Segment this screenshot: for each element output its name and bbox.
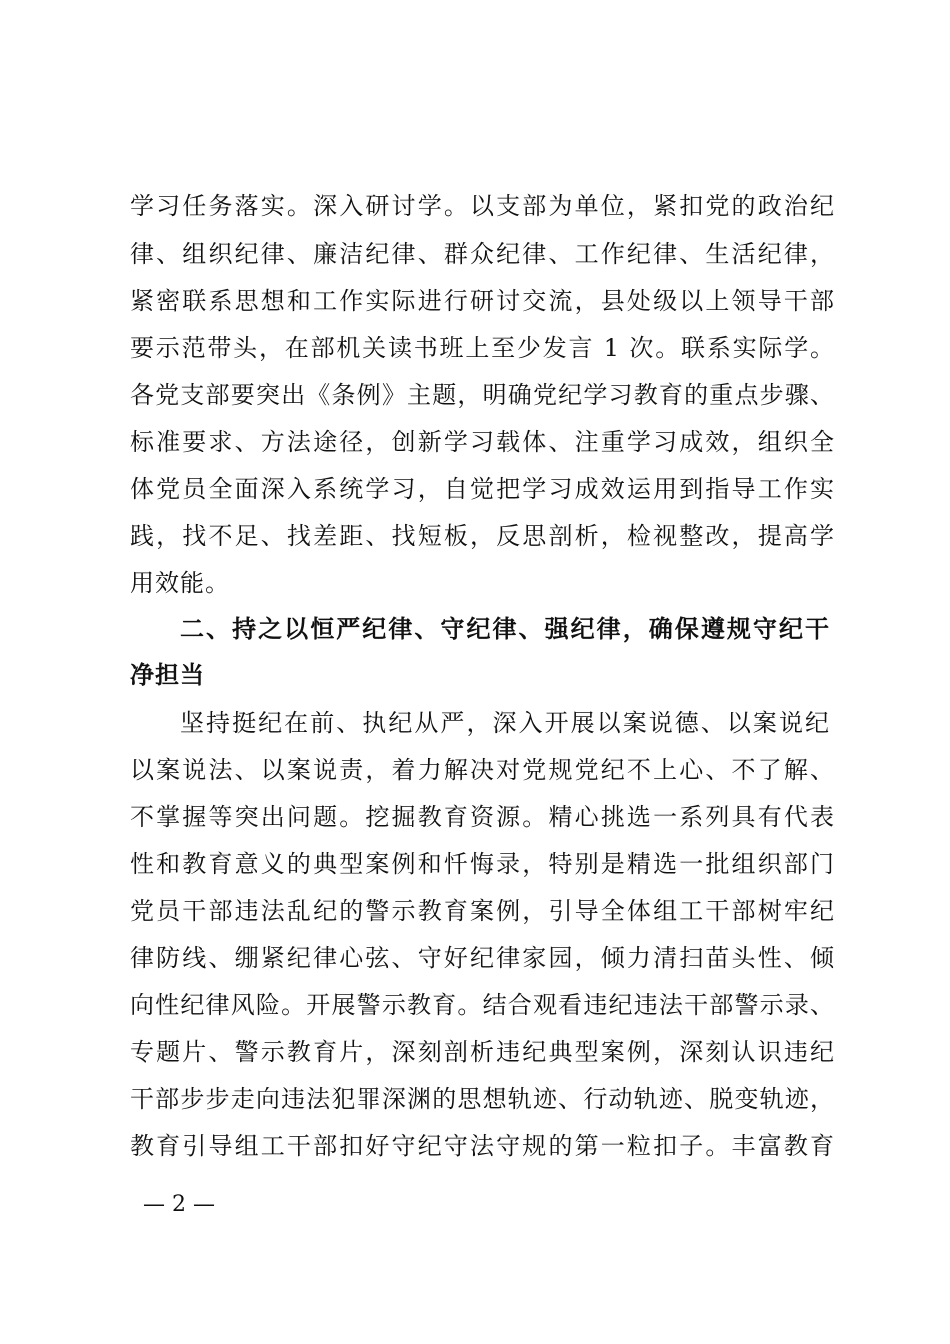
text-line: 体党员全面深入系统学习，自觉把学习成效运用到指导工作实 [130, 475, 835, 503]
text-line: 要示范带头，在部机关读书班上至少发言 1 次。联系实际学。 [130, 334, 835, 362]
text-line: 律防线、绷紧纪律心弦、守好纪律家园，倾力清扫苗头性、倾 [130, 944, 835, 972]
text-line: 专题片、警示教育片，深刻剖析违纪典型案例，深刻认识违纪 [130, 1038, 835, 1066]
text-line: 性和教育意义的典型案例和忏悔录，特别是精选一批组织部门 [130, 850, 835, 878]
text-line: 干部步步走向违法犯罪深渊的思想轨迹、行动轨迹、脱变轨迹， [130, 1085, 835, 1113]
text-line: 践，找不足、找差距、找短板，反思剖析，检视整改，提高学 [130, 522, 835, 550]
text-line: 标准要求、方法途径，创新学习载体、注重学习成效，组织全 [130, 428, 835, 456]
text-line: 用效能。 [130, 569, 230, 597]
heading-line: 净担当 [130, 661, 205, 689]
text-line: 教育引导组工干部扣好守纪守法守规的第一粒扣子。丰富教育 [130, 1132, 835, 1160]
text-line: 各党支部要突出《条例》主题，明确党纪学习教育的重点步骤、 [130, 381, 835, 409]
text-line: 以案说法、以案说责，着力解决对党规党纪不上心、不了解、 [130, 756, 835, 784]
text-line: 学习任务落实。深入研讨学。以支部为单位，紧扣党的政治纪 [130, 192, 835, 220]
text-line: 律、组织纪律、廉洁纪律、群众纪律、工作纪律、生活纪律， [130, 240, 835, 268]
text-line: 党员干部违法乱纪的警示教育案例，引导全体组工干部树牢纪 [130, 897, 835, 925]
text-line: 紧密联系思想和工作实际进行研讨交流，县处级以上领导干部 [130, 287, 835, 315]
page-number: — 2 — [143, 1192, 215, 1217]
heading-line: 二、持之以恒严纪律、守纪律、强纪律，确保遵规守纪干 [180, 615, 830, 643]
text-line: 坚持挺纪在前、执纪从严，深入开展以案说德、以案说纪 [180, 709, 830, 737]
text-line: 不掌握等突出问题。挖掘教育资源。精心挑选一系列具有代表 [130, 803, 835, 831]
text-line: 向性纪律风险。开展警示教育。结合观看违纪违法干部警示录、 [130, 991, 835, 1019]
